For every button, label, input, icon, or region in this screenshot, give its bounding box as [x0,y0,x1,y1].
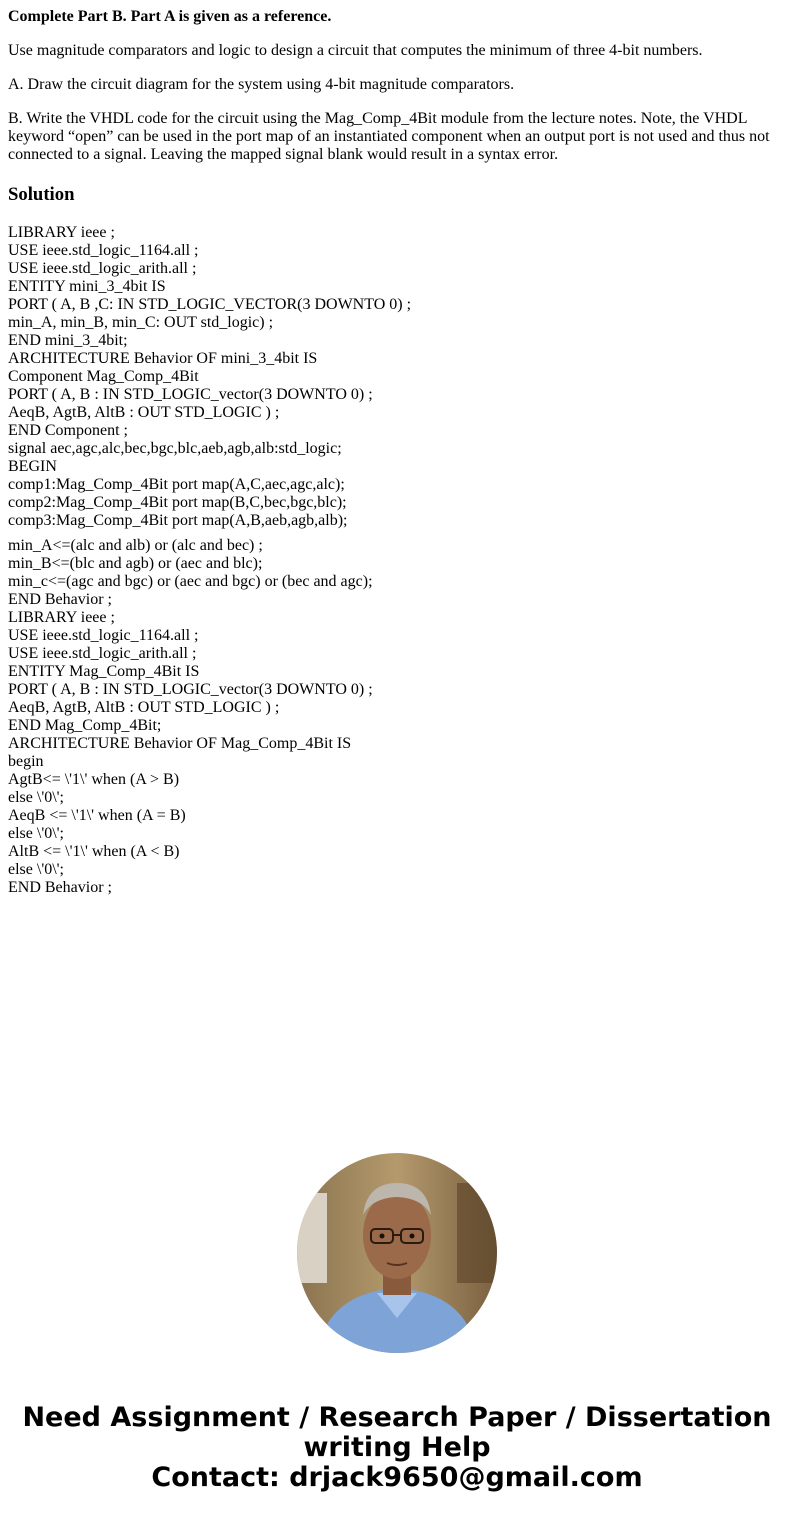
code-line: END Behavior ; [8,591,112,608]
code-line: Component Mag_Comp_4Bit [8,368,199,385]
document-body [8,8,786,897]
promo-contact: Contact: drjack9650@gmail.com [151,1462,643,1493]
code-line: END Mag_Comp_4Bit; [8,717,162,734]
question-title: Complete Part B. Part A is given as a reference. [8,8,332,25]
code-line: END mini_3_4bit; [8,332,128,349]
vhdl-code-part-2 [8,537,786,897]
code-line: LIBRARY ieee ; [8,224,115,241]
question-intro: Use magnitude comparators and logic to design a circuit that computes the minimum of three 4-bit numbers. [8,42,703,59]
code-line: ENTITY Mag_Comp_4Bit IS [8,663,200,680]
solution-heading: Solution [8,184,75,205]
code-line: AeqB, AgtB, AltB : OUT STD_LOGIC ) ; [8,404,280,421]
code-line: ARCHITECTURE Behavior OF Mag_Comp_4Bit IS [8,735,352,752]
code-line: END Component ; [8,422,128,439]
code-line: signal aec,agc,alc,bec,bgc,blc,aeb,agb,alb:std_logic; [8,440,342,457]
code-line: PORT ( A, B : IN STD_LOGIC_vector(3 DOWNTO 0) ; [8,681,373,698]
promo-line-2: writing Help [303,1432,491,1463]
code-line: min_B<=(blc and agb) or (aec and blc); [8,555,263,572]
code-line: AeqB, AgtB, AltB : OUT STD_LOGIC ) ; [8,699,280,716]
code-line: AgtB<= \'1\' when (A > B) [8,771,180,788]
author-avatar-photo [297,1153,497,1353]
code-line: min_A<=(alc and alb) or (alc and bec) ; [8,537,263,554]
code-line: USE ieee.std_logic_1164.all ; [8,627,199,644]
code-line: ENTITY mini_3_4bit IS [8,278,166,295]
code-line: else \'0\'; [8,825,64,842]
code-line: USE ieee.std_logic_arith.all ; [8,260,197,277]
code-line: comp2:Mag_Comp_4Bit port map(B,C,bec,bgc,blc); [8,494,347,511]
question-part-a: A. Draw the circuit diagram for the system using 4-bit magnitude comparators. [8,76,515,93]
code-line: LIBRARY ieee ; [8,609,115,626]
code-line: comp1:Mag_Comp_4Bit port map(A,C,aec,agc,alc); [8,476,345,493]
question-part-b: B. Write the VHDL code for the circuit using the Mag_Comp_4Bit module from the lecture notes. Note, the VHDL keyword “open” can be used in the port map of an instantiated component when an output port is not used and thus not connected to a signal. Leaving the mapped signal blank would result in a syntax error. [8,110,770,163]
code-line: USE ieee.std_logic_arith.all ; [8,645,197,662]
vhdl-code [8,224,786,897]
code-line: comp3:Mag_Comp_4Bit port map(A,B,aeb,agb,alb); [8,512,348,529]
code-line: PORT ( A, B : IN STD_LOGIC_vector(3 DOWNTO 0) ; [8,386,373,403]
code-line: min_c<=(agc and bgc) or (aec and bgc) or (bec and agc); [8,573,373,590]
code-line: else \'0\'; [8,789,64,806]
code-line: PORT ( A, B ,C: IN STD_LOGIC_VECTOR(3 DOWNTO 0) ; [8,296,412,313]
promo-banner [0,1403,794,1493]
code-gap [8,530,786,537]
code-line: begin [8,753,44,770]
code-line: END Behavior ; [8,879,112,896]
promo-line-1: Need Assignment / Research Paper / Dissertation [22,1402,772,1433]
code-line: USE ieee.std_logic_1164.all ; [8,242,199,259]
code-line: AeqB <= \'1\' when (A = B) [8,807,186,824]
code-line: else \'0\'; [8,861,64,878]
code-line: min_A, min_B, min_C: OUT std_logic) ; [8,314,274,331]
code-line: BEGIN [8,458,57,475]
code-line: AltB <= \'1\' when (A < B) [8,843,180,860]
vhdl-code-part-1 [8,224,786,530]
code-line: ARCHITECTURE Behavior OF mini_3_4bit IS [8,350,318,367]
